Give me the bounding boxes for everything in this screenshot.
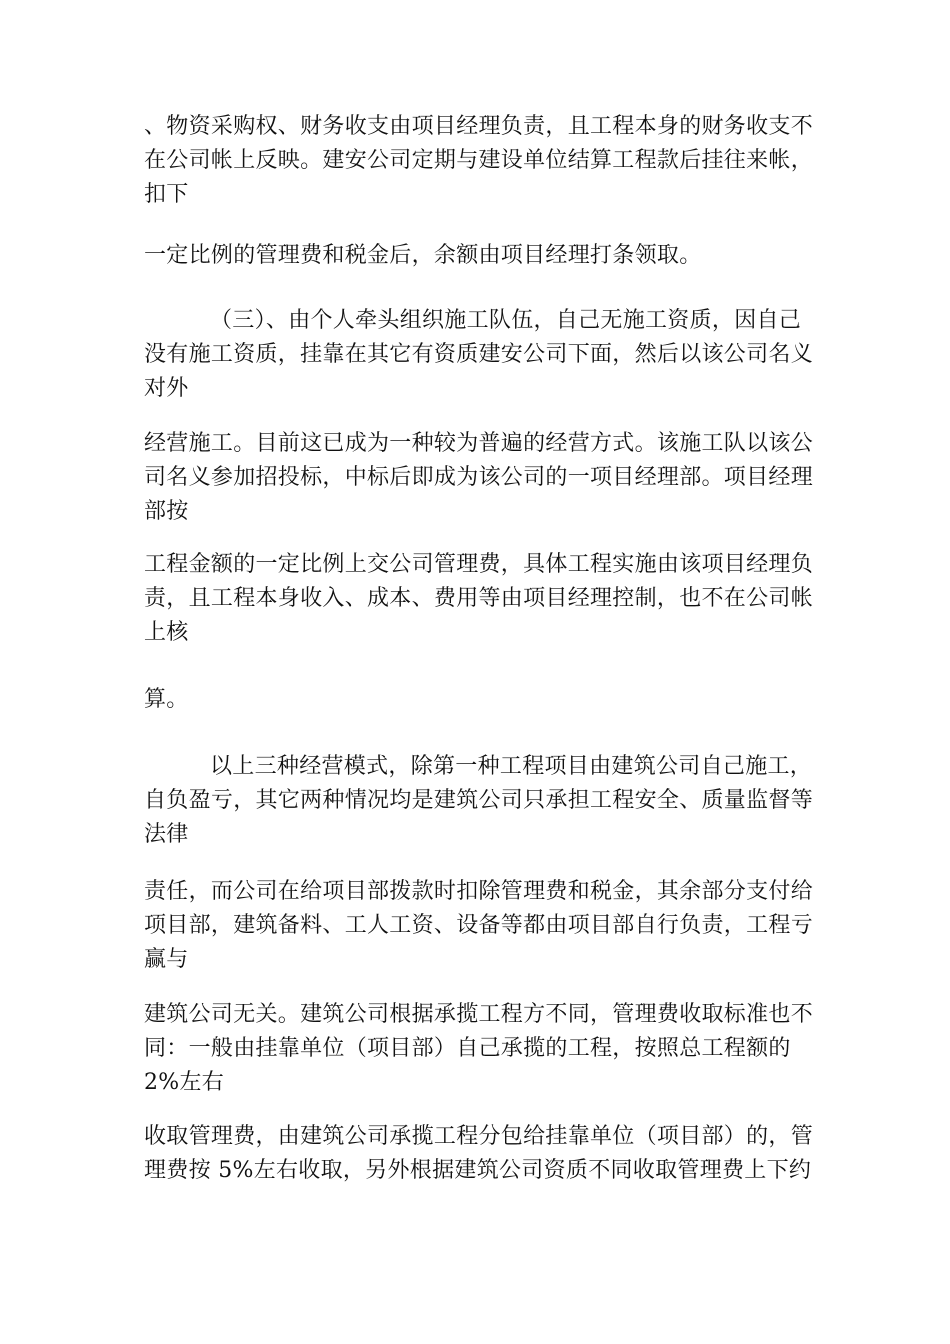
text-line: 责，且工程本身收入、成本、费用等由项目经理控制，也不在公司帐: [144, 586, 814, 611]
text-line: 部按: [144, 499, 189, 524]
paragraph-7: [144, 750, 814, 852]
paragraph-5: [144, 548, 814, 650]
text-line: 上核: [144, 620, 189, 645]
paragraph-3: [144, 304, 814, 406]
text-line: 一定比例的管理费和税金后，余额由项目经理打条领取。: [144, 243, 702, 268]
text-line: 法律: [144, 822, 189, 847]
text-line: 经营施工。目前这已成为一种较为普遍的经营方式。该施工队以该公: [144, 431, 814, 456]
text-line: 收取管理费，由建筑公司承揽工程分包给挂靠单位（项目部）的，管: [144, 1124, 814, 1149]
text-line: 建筑公司无关。建筑公司根据承揽工程方不同，管理费收取标准也不: [144, 1002, 814, 1027]
text-line: 责任，而公司在给项目部拨款时扣除管理费和税金，其余部分支付给: [144, 879, 814, 904]
paragraph-8: [144, 875, 814, 977]
paragraph-2: [144, 239, 814, 273]
paragraph-10: [144, 1120, 814, 1188]
text-line: 工程金额的一定比例上交公司管理费，具体工程实施由该项目经理负: [144, 552, 814, 577]
text-line: 没有施工资质，挂靠在其它有资质建安公司下面，然后以该公司名义: [144, 342, 814, 367]
text-line: [144, 304, 814, 338]
text-line-content: （三）、由个人牵头组织施工队伍，自己无施工资质，因自己: [210, 308, 802, 333]
text-line: 赢与: [144, 947, 189, 972]
text-line: [144, 750, 814, 784]
text-line: 算。: [144, 687, 189, 712]
text-line: 自负盈亏，其它两种情况均是建筑公司只承担工程安全、质量监督等: [144, 788, 814, 813]
text-line: 扣下: [144, 182, 189, 207]
paragraph-1: [144, 110, 814, 212]
text-line: 理费按 5%左右收取，另外根据建筑公司资质不同收取管理费上下约: [144, 1158, 812, 1183]
text-line: 同：一般由挂靠单位（项目部）自己承揽的工程，按照总工程额的: [144, 1036, 791, 1061]
paragraph-4: [144, 427, 814, 529]
text-line-content: 以上三种经营模式，除第一种工程项目由建筑公司自己施工，: [210, 754, 813, 779]
text-line: 项目部，建筑备料、工人工资、设备等都由项目部自行负责，工程亏: [144, 913, 814, 938]
text-line: 、物资采购权、财务收支由项目经理负责，且工程本身的财务收支不: [144, 114, 814, 139]
text-line: 司名义参加招投标，中标后即成为该公司的一项目经理部。项目经理: [144, 465, 814, 490]
text-line: 2%左右: [144, 1070, 225, 1095]
text-line: 对外: [144, 376, 189, 401]
paragraph-9: [144, 998, 814, 1100]
text-line: 在公司帐上反映。建安公司定期与建设单位结算工程款后挂往来帐，: [144, 148, 814, 173]
paragraph-6: [144, 683, 814, 717]
